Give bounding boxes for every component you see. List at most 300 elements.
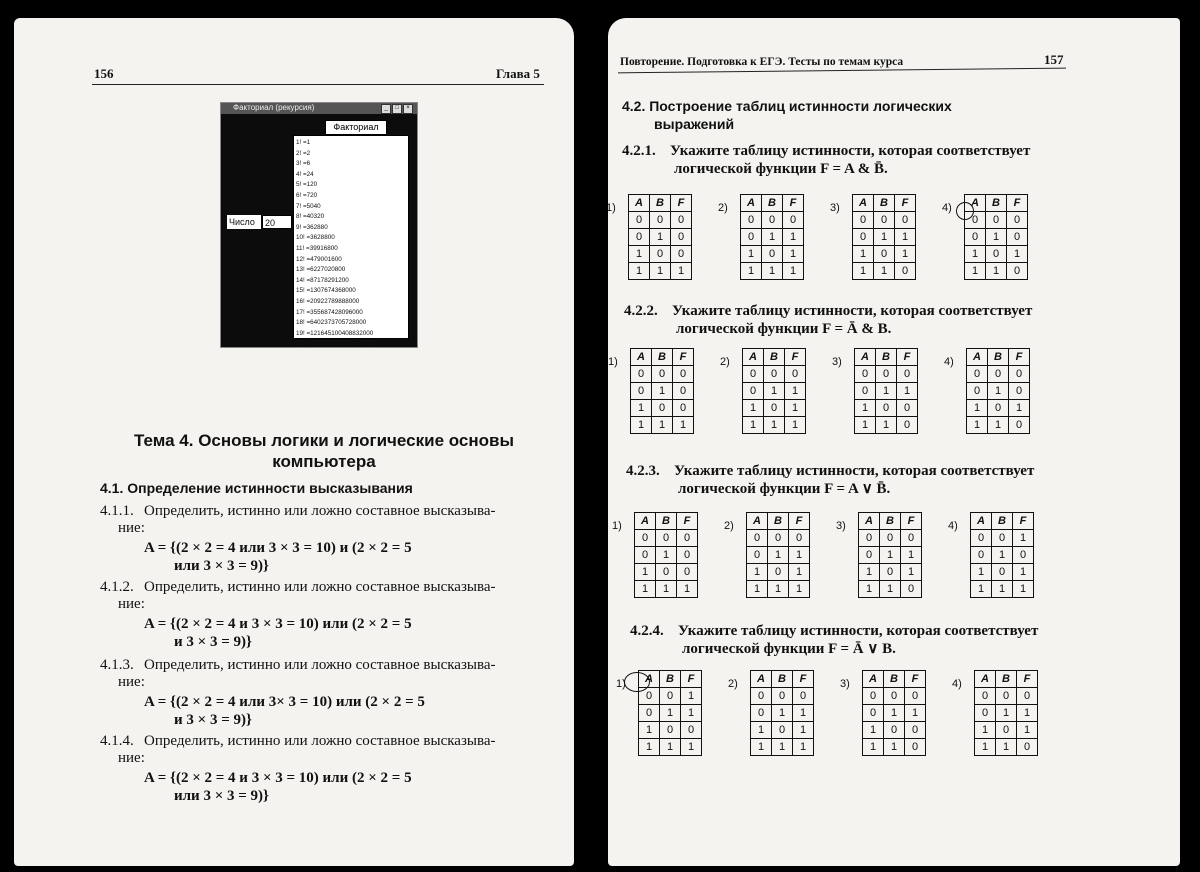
table-row — [863, 739, 926, 756]
table-cell: 1 — [768, 547, 789, 564]
item-text-line2: ние: — [118, 520, 145, 536]
table-cell: 0 — [853, 212, 874, 229]
table-cell: 0 — [751, 705, 772, 722]
table-cell: 0 — [789, 530, 810, 547]
table-cell: 1 — [876, 383, 897, 400]
table-cell: 1 — [967, 417, 988, 434]
table-cell: 0 — [967, 366, 988, 383]
page-number-left: 156 — [94, 66, 114, 81]
table-row — [743, 366, 806, 383]
table-cell: 1 — [681, 705, 702, 722]
question-text-line2: логической функции F = A & B̄. — [674, 161, 888, 177]
table-cell: 1 — [673, 417, 694, 434]
option-label: 2) — [728, 678, 738, 690]
table-row — [635, 564, 698, 581]
table-cell: 0 — [988, 366, 1009, 383]
table-row — [751, 739, 814, 756]
minimize-icon: _ — [381, 104, 391, 114]
table-row — [741, 229, 804, 246]
table-cell: 0 — [741, 229, 762, 246]
table-row — [975, 688, 1038, 705]
table-cell: 0 — [992, 564, 1013, 581]
table-header-cell: B — [652, 349, 673, 366]
table-cell: 0 — [965, 212, 986, 229]
table-row — [639, 688, 702, 705]
table-row — [863, 722, 926, 739]
table-row — [965, 263, 1028, 280]
table-cell: 1 — [783, 246, 804, 263]
option-label: 3) — [832, 356, 842, 368]
table-cell: 1 — [639, 722, 660, 739]
table-cell: 1 — [660, 705, 681, 722]
truth-table — [974, 670, 1038, 756]
question-text-line1: Укажите таблицу истинности, которая соответствует — [670, 143, 1031, 159]
table-cell: 0 — [783, 212, 804, 229]
table-header-cell: A — [965, 195, 986, 212]
option-label: 1) — [606, 202, 616, 214]
number-input: 20 — [262, 215, 292, 229]
table-cell: 0 — [855, 383, 876, 400]
item-text-line1: Определить, истинно или ложно составное высказыва- — [144, 733, 496, 749]
table-cell: 0 — [650, 246, 671, 263]
window-titlebar — [221, 103, 417, 114]
table-cell: 1 — [793, 739, 814, 756]
table-row — [639, 739, 702, 756]
table-row — [751, 722, 814, 739]
table-cell: 1 — [971, 564, 992, 581]
table-cell: 0 — [673, 400, 694, 417]
table-cell: 0 — [992, 530, 1013, 547]
table-cell: 0 — [671, 229, 692, 246]
table-row — [635, 547, 698, 564]
table-row — [631, 417, 694, 434]
table-cell: 1 — [793, 705, 814, 722]
topic-title-line1: Тема 4. Основы логики и логические основы — [134, 431, 514, 450]
table-row — [971, 564, 1034, 581]
table-cell: 1 — [1017, 722, 1038, 739]
table-row — [975, 722, 1038, 739]
table-cell: 0 — [747, 530, 768, 547]
table-cell: 0 — [652, 400, 673, 417]
table-cell: 1 — [884, 739, 905, 756]
table-cell: 1 — [631, 400, 652, 417]
table-header-cell: F — [901, 513, 922, 530]
table-header-cell: A — [631, 349, 652, 366]
header-rule — [618, 68, 1066, 74]
table-row — [975, 739, 1038, 756]
table-cell: 0 — [876, 400, 897, 417]
question-number: 4.2.2. — [624, 303, 658, 319]
table-cell: 1 — [785, 400, 806, 417]
table-cell: 0 — [656, 564, 677, 581]
section-title-4-2-line2: выражений — [654, 116, 735, 132]
table-cell: 1 — [785, 417, 806, 434]
table-cell: 1 — [785, 383, 806, 400]
truth-table — [740, 194, 804, 280]
table-cell: 1 — [764, 383, 785, 400]
table-cell: 0 — [895, 263, 916, 280]
table-cell: 1 — [988, 383, 1009, 400]
page-number-right: 157 — [1044, 52, 1064, 67]
table-cell: 1 — [874, 263, 895, 280]
table-cell: 0 — [631, 383, 652, 400]
table-cell: 0 — [677, 564, 698, 581]
result-line: 11! =39916800 — [296, 244, 338, 252]
truth-table-option — [720, 348, 806, 434]
table-cell: 0 — [762, 246, 783, 263]
table-header-cell: A — [741, 195, 762, 212]
table-row — [971, 530, 1034, 547]
table-row — [631, 400, 694, 417]
table-header-cell: B — [768, 513, 789, 530]
table-header-cell: B — [660, 671, 681, 688]
table-cell: 1 — [629, 246, 650, 263]
truth-table — [742, 348, 806, 434]
table-cell: 1 — [660, 739, 681, 756]
table-cell: 0 — [855, 366, 876, 383]
result-line: 1! =1 — [296, 139, 311, 146]
item-formula-line1: A = {(2 × 2 = 4 или 3 × 3 = 10) и (2 × 2 = 5 — [144, 540, 412, 556]
table-cell: 0 — [768, 530, 789, 547]
table-cell: 1 — [747, 564, 768, 581]
table-cell: 0 — [986, 246, 1007, 263]
table-cell: 1 — [741, 246, 762, 263]
table-cell: 1 — [635, 564, 656, 581]
table-cell: 1 — [876, 417, 897, 434]
table-cell: 1 — [901, 564, 922, 581]
table-cell: 1 — [855, 417, 876, 434]
table-cell: 1 — [880, 581, 901, 598]
close-icon: × — [403, 104, 413, 114]
table-cell: 0 — [905, 722, 926, 739]
table-cell: 0 — [764, 366, 785, 383]
table-row — [971, 547, 1034, 564]
table-cell: 0 — [905, 688, 926, 705]
table-cell: 0 — [880, 564, 901, 581]
handwritten-circle-mark — [624, 672, 650, 692]
table-cell: 1 — [635, 581, 656, 598]
table-cell: 1 — [631, 417, 652, 434]
table-cell: 1 — [992, 547, 1013, 564]
table-cell: 1 — [996, 705, 1017, 722]
table-cell: 1 — [656, 547, 677, 564]
table-row — [751, 705, 814, 722]
table-cell: 1 — [741, 263, 762, 280]
table-cell: 0 — [895, 212, 916, 229]
item-text-line2: ние: — [118, 596, 145, 612]
result-line: 5! =120 — [296, 181, 318, 189]
option-label: 1) — [612, 520, 622, 532]
table-cell: 1 — [1009, 400, 1030, 417]
table-cell: 1 — [859, 564, 880, 581]
section-title-4-2-line1: 4.2. Построение таблиц истинности логических — [622, 98, 952, 114]
maximize-icon: □ — [392, 104, 402, 114]
table-cell: 1 — [743, 417, 764, 434]
section-title-4-1: 4.1. Определение истинности высказывания — [100, 480, 413, 496]
table-cell: 0 — [905, 739, 926, 756]
truth-table-option — [724, 512, 810, 598]
table-cell: 0 — [768, 564, 789, 581]
table-header-cell: F — [897, 349, 918, 366]
table-cell: 1 — [1013, 530, 1034, 547]
table-cell: 0 — [876, 366, 897, 383]
table-cell: 1 — [747, 581, 768, 598]
table-cell: 0 — [743, 366, 764, 383]
result-line: 14! =87178291200 — [296, 276, 349, 284]
table-cell: 0 — [681, 722, 702, 739]
item-text-line1: Определить, истинно или ложно составное высказыва- — [144, 503, 496, 519]
table-cell: 0 — [897, 417, 918, 434]
table-cell: 0 — [635, 530, 656, 547]
result-line: 17! =355687428096000 — [296, 308, 363, 316]
table-cell: 0 — [853, 229, 874, 246]
table-cell: 0 — [859, 547, 880, 564]
table-cell: 0 — [975, 705, 996, 722]
truth-table — [970, 512, 1034, 598]
truth-table — [862, 670, 926, 756]
item-formula-line1: A = {(2 × 2 = 4 и 3 × 3 = 10) или (2 × 2 = 5 — [144, 616, 412, 632]
truth-table-option — [836, 512, 922, 598]
table-header-cell: A — [971, 513, 992, 530]
table-header-cell: A — [747, 513, 768, 530]
truth-table-option — [612, 512, 698, 598]
table-header-cell: F — [895, 195, 916, 212]
table-header-cell: F — [783, 195, 804, 212]
table-cell: 1 — [751, 722, 772, 739]
table-header-cell: B — [764, 349, 785, 366]
table-cell: 1 — [895, 229, 916, 246]
table-cell: 1 — [751, 739, 772, 756]
question-text-line2: логической функции F = Ā & B. — [676, 321, 892, 337]
table-header-cell: A — [639, 671, 660, 688]
chapter-title: Глава 5 — [496, 66, 540, 81]
table-row — [629, 229, 692, 246]
table-cell: 1 — [855, 400, 876, 417]
truth-table-option — [840, 670, 926, 756]
table-header-cell: F — [673, 349, 694, 366]
table-cell: 0 — [1009, 417, 1030, 434]
question-text-line1: Укажите таблицу истинности, которая соответствует — [672, 303, 1033, 319]
table-cell: 1 — [789, 581, 810, 598]
table-cell: 1 — [996, 739, 1017, 756]
table-header-cell: A — [859, 513, 880, 530]
handwritten-circle-mark — [956, 202, 974, 220]
item-formula-line1: A = {(2 × 2 = 4 и 3 × 3 = 10) или (2 × 2 = 5 — [144, 770, 412, 786]
item-formula-line1: A = {(2 × 2 = 4 или 3× 3 = 10) или (2 × 2 = 5 — [144, 694, 425, 710]
option-label: 4) — [942, 202, 952, 214]
truth-table — [858, 512, 922, 598]
table-row — [967, 366, 1030, 383]
option-label: 1) — [608, 356, 618, 368]
item-text-line2: ние: — [118, 674, 145, 690]
result-line: 10! =3628800 — [296, 234, 335, 242]
result-line: 3! =6 — [296, 160, 311, 168]
question-text-line2: логической функции F = Ā ∨ B. — [682, 641, 896, 657]
truth-table — [630, 348, 694, 434]
table-cell: 0 — [1009, 383, 1030, 400]
table-cell: 1 — [656, 581, 677, 598]
table-row — [965, 246, 1028, 263]
table-cell: 1 — [988, 417, 1009, 434]
table-cell: 0 — [656, 530, 677, 547]
table-cell: 0 — [880, 530, 901, 547]
table-cell: 0 — [677, 547, 698, 564]
table-cell: 1 — [762, 263, 783, 280]
program-window-screenshot — [220, 102, 418, 348]
truth-table-option — [606, 194, 692, 280]
results-list — [293, 135, 409, 348]
table-cell: 0 — [884, 688, 905, 705]
table-header-cell: B — [762, 195, 783, 212]
table-row — [971, 581, 1034, 598]
option-label: 2) — [720, 356, 730, 368]
table-cell: 0 — [996, 688, 1017, 705]
table-cell: 1 — [629, 263, 650, 280]
result-line: 18! =6402373705728000 — [296, 319, 367, 327]
table-cell: 1 — [652, 383, 673, 400]
table-cell: 0 — [677, 530, 698, 547]
table-cell: 0 — [965, 229, 986, 246]
table-row — [629, 263, 692, 280]
table-cell: 1 — [789, 564, 810, 581]
truth-table — [854, 348, 918, 434]
table-row — [859, 581, 922, 598]
table-header-cell: F — [789, 513, 810, 530]
table-header-cell: B — [992, 513, 1013, 530]
option-label: 2) — [718, 202, 728, 214]
table-cell: 0 — [996, 722, 1017, 739]
table-cell: 1 — [863, 722, 884, 739]
table-row — [747, 547, 810, 564]
table-row — [635, 530, 698, 547]
table-cell: 1 — [897, 383, 918, 400]
option-label: 4) — [944, 356, 954, 368]
result-line: 8! =40320 — [296, 213, 325, 221]
table-row — [747, 581, 810, 598]
table-row — [855, 383, 918, 400]
question-text-line1: Укажите таблицу истинности, которая соответствует — [678, 623, 1039, 639]
truth-table-option — [830, 194, 916, 280]
table-cell: 1 — [743, 400, 764, 417]
table-row — [629, 212, 692, 229]
truth-table-option — [942, 194, 1028, 280]
header-rule — [92, 84, 544, 85]
table-header-cell: F — [785, 349, 806, 366]
table-cell: 0 — [1009, 366, 1030, 383]
table-header-cell: B — [988, 349, 1009, 366]
table-cell: 1 — [884, 705, 905, 722]
table-header-cell: F — [677, 513, 698, 530]
item-text-line1: Определить, истинно или ложно составное высказыва- — [144, 657, 496, 673]
table-cell: 1 — [992, 581, 1013, 598]
topic-title-line2: компьютера — [272, 452, 376, 471]
table-row — [967, 400, 1030, 417]
table-row — [859, 564, 922, 581]
truth-table — [746, 512, 810, 598]
table-cell: 0 — [901, 581, 922, 598]
table-cell: 1 — [971, 581, 992, 598]
table-cell: 1 — [650, 229, 671, 246]
question-text-line2: логической функции F = A ∨ B̄. — [678, 481, 891, 497]
table-cell: 0 — [859, 530, 880, 547]
table-header-cell: A — [751, 671, 772, 688]
table-header-cell: A — [743, 349, 764, 366]
table-cell: 0 — [986, 212, 1007, 229]
table-cell: 1 — [853, 263, 874, 280]
item-formula-line2: и 3 × 3 = 9)} — [174, 712, 252, 728]
table-cell: 0 — [971, 530, 992, 547]
table-row — [853, 212, 916, 229]
truth-table-option — [948, 512, 1034, 598]
table-cell: 1 — [874, 229, 895, 246]
table-cell: 1 — [677, 581, 698, 598]
table-header-cell: F — [1013, 513, 1034, 530]
table-header-cell: B — [772, 671, 793, 688]
table-cell: 1 — [783, 229, 804, 246]
table-cell: 0 — [751, 688, 772, 705]
option-label: 3) — [840, 678, 850, 690]
result-line: 7! =5040 — [296, 202, 321, 210]
table-row — [743, 383, 806, 400]
table-row — [639, 705, 702, 722]
truth-table-option — [952, 670, 1038, 756]
table-row — [863, 688, 926, 705]
table-cell: 0 — [673, 366, 694, 383]
option-label: 2) — [724, 520, 734, 532]
table-cell: 0 — [1013, 547, 1034, 564]
table-row — [629, 246, 692, 263]
question-text-line1: Укажите таблицу истинности, которая соответствует — [674, 463, 1035, 479]
table-row — [853, 246, 916, 263]
table-cell: 0 — [764, 400, 785, 417]
table-row — [965, 212, 1028, 229]
table-cell: 1 — [901, 547, 922, 564]
table-header-cell: A — [855, 349, 876, 366]
table-cell: 1 — [1013, 564, 1034, 581]
table-cell: 0 — [897, 366, 918, 383]
result-line: 2! =2 — [296, 149, 311, 157]
result-line: 4! =24 — [296, 170, 314, 178]
result-line: 9! =362880 — [296, 223, 328, 231]
table-cell: 0 — [743, 383, 764, 400]
table-cell: 0 — [874, 246, 895, 263]
table-cell: 0 — [884, 722, 905, 739]
table-cell: 0 — [772, 722, 793, 739]
item-text-line2: ние: — [118, 750, 145, 766]
table-header-cell: B — [874, 195, 895, 212]
table-row — [863, 705, 926, 722]
item-formula-line2: или 3 × 3 = 9)} — [174, 788, 269, 804]
table-cell: 0 — [975, 688, 996, 705]
table-cell: 1 — [762, 229, 783, 246]
option-label: 3) — [836, 520, 846, 532]
item-number: 4.1.2. — [100, 579, 134, 595]
table-cell: 0 — [967, 383, 988, 400]
table-cell: 1 — [768, 581, 789, 598]
result-line: 16! =20922789888000 — [296, 297, 360, 305]
truth-table-option — [944, 348, 1030, 434]
number-label: Число — [227, 215, 261, 229]
table-cell: 1 — [783, 263, 804, 280]
table-cell: 0 — [863, 688, 884, 705]
table-header-cell: B — [650, 195, 671, 212]
table-header-cell: A — [863, 671, 884, 688]
item-number: 4.1.4. — [100, 733, 134, 749]
table-cell: 1 — [853, 246, 874, 263]
table-header-cell: A — [967, 349, 988, 366]
table-row — [635, 581, 698, 598]
table-header-cell: A — [853, 195, 874, 212]
